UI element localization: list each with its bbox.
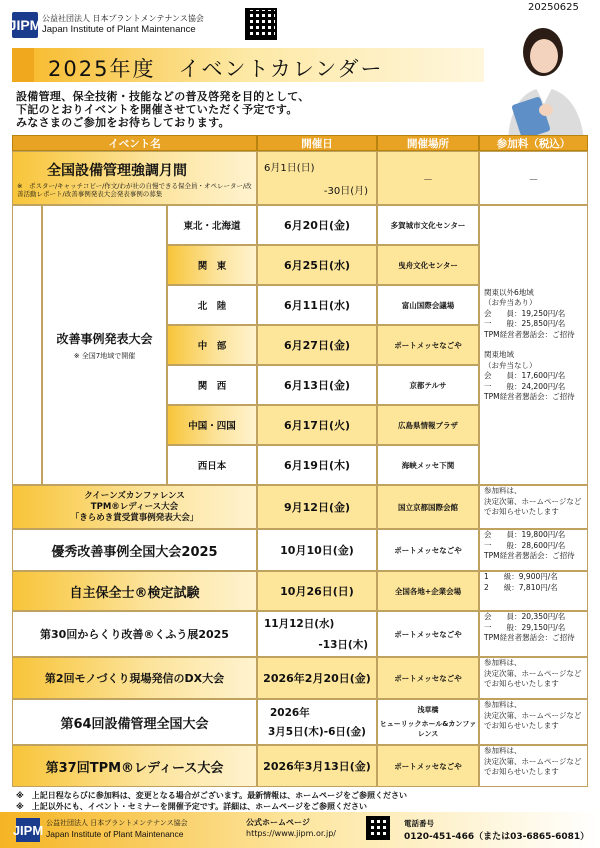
- date-hozenshi: 10月26日(日): [257, 571, 377, 611]
- venue-chubu: ポートメッセなごや: [377, 325, 479, 365]
- event-cell-kaizen: [42, 205, 167, 485]
- fee-karakuri: 会 員：20,350円/名 一 般：29,150円/名 TPM経営者懇話会：ご招待: [479, 611, 588, 657]
- venue-tohoku: 多賀城市文化センター: [377, 205, 479, 245]
- venue-hozenshi: 全国各地+企業会場: [377, 571, 479, 611]
- venue-setsubi: 浅草橋 ヒューリックホール&カンファレンス: [377, 699, 479, 745]
- fee-yushu: 会 員：19,800円/名 一 般：28,600円/名 TPM経営者懇話会：ご招待: [479, 529, 588, 571]
- fee-cell-kaizen: 関東以外6地域 （お弁当あり） 会 員：19,250円/名 一 般：25,850円/名 TPM経営者懇話会：ご招待 関東地域 （お弁当なし） 会 員：17,600円/名 一 般：24,200円/名 TPM経営者懇話会：ご招待: [479, 205, 588, 485]
- note-schedule-change: ※ 上記日程ならびに参加料は、変更となる場合がございます。最新情報は、ホームページをご参照ください: [16, 791, 407, 800]
- event-cell-queens: クイーンズカンファレンス TPM®レディース大会 「きらめき賞受賞事例発表大会」: [12, 485, 257, 529]
- date-kanto: 6月25日(水): [257, 245, 377, 285]
- event-cell-dx: 第2回モノづくり現場発信のDX大会: [12, 657, 257, 699]
- event-cell-karakuri: 第30回からくり改善®くふう展2025: [12, 611, 257, 657]
- date-hokuriku: 6月11日(水): [257, 285, 377, 325]
- document-date-code: 20250625: [528, 2, 579, 13]
- footer-org-en: Japan Institute of Plant Maintenance: [46, 829, 184, 839]
- event-cell-yushu: 優秀改善事例全国大会2025: [12, 529, 257, 571]
- fee-dx: 参加料は、 決定次第、ホームページなど でお知らせいたします: [479, 657, 588, 699]
- footer-jipm-logo: JIPM: [16, 818, 40, 842]
- region-kanto: 関 東: [167, 245, 257, 285]
- fee-cell-kyocho: －: [479, 151, 588, 205]
- venue-cell-kyocho: －: [377, 151, 479, 205]
- homepage-link[interactable]: https://www.jipm.or.jp/: [246, 829, 336, 838]
- phone-number[interactable]: 0120-451-466（または03-6865-6081）: [404, 832, 590, 842]
- jipm-logo: JIPM: [12, 12, 38, 38]
- date-chugoku-shikoku: 6月17日(火): [257, 405, 377, 445]
- date-kansai: 6月13日(金): [257, 365, 377, 405]
- fee-setsubi: 参加料は、 決定次第、ホームページなど でお知らせいたします: [479, 699, 588, 745]
- org-name-jp: 公益社団法人 日本プラントメンテナンス協会: [42, 14, 204, 23]
- region-chugoku-shikoku: 中国・四国: [167, 405, 257, 445]
- event-cell-hozenshi: 自主保全士®検定試験: [12, 571, 257, 611]
- venue-ladies: ポートメッセなごや: [377, 745, 479, 787]
- page-title: 2025年度 イベントカレンダー: [48, 57, 384, 81]
- note-other-events: ※ 上記以外にも、イベント・セミナーを開催予定です。詳細は、ホームページをご参照ください: [16, 802, 367, 811]
- date-yushu: 10月10日(金): [257, 529, 377, 571]
- event-note: ※ ポスター/キャッチコピー/作文/わが社の自慢できる保全員・オペレーター/改善活動レポート/改善事例発表大会発表事例の募集: [17, 182, 252, 198]
- phone-label: 電話番号: [404, 819, 434, 828]
- venue-chugoku-shikoku: 広島県情報プラザ: [377, 405, 479, 445]
- org-name-en: Japan Institute of Plant Maintenance: [42, 24, 196, 35]
- header-event-name: イベント名: [12, 135, 257, 151]
- venue-karakuri: ポートメッセなごや: [377, 611, 479, 657]
- region-chubu: 中 部: [167, 325, 257, 365]
- region-tohoku: 東北・北海道: [167, 205, 257, 245]
- fee-queens: 参加料は、 決定次第、ホームページなど でお知らせいたします: [479, 485, 588, 529]
- event-calendar-table: [12, 135, 588, 787]
- header-date: 開催日: [257, 135, 377, 151]
- date-dx: 2026年2月20日(金): [257, 657, 377, 699]
- event-name: 改善事例発表大会: [56, 331, 153, 346]
- event-date-end: -30日(月): [323, 186, 368, 197]
- businesswoman-illustration: [488, 22, 592, 140]
- venue-hokuriku: 富山国際会議場: [377, 285, 479, 325]
- venue-kansai: 京都テルサ: [377, 365, 479, 405]
- event-date-start: 6月1日(日): [264, 163, 315, 174]
- header-fee: 参加料（税込）: [479, 135, 588, 151]
- date-karakuri: 11月12日(水) -13日(木): [257, 611, 377, 657]
- date-cell-kyocho: [257, 151, 377, 205]
- event-cell-ladies: 第37回TPM®レディース大会: [12, 745, 257, 787]
- qr-code-icon[interactable]: [245, 8, 277, 40]
- fee-hozenshi: 1 級：9,900円/名 2 級：7,810円/名: [479, 571, 588, 611]
- homepage-label: 公式ホームページ: [246, 818, 310, 827]
- venue-queens: 国立京都国際会館: [377, 485, 479, 529]
- venue-yushu: ポートメッセなごや: [377, 529, 479, 571]
- footer-org-jp: 公益社団法人 日本プラントメンテナンス協会: [46, 819, 188, 827]
- date-queens: 9月12日(金): [257, 485, 377, 529]
- header-venue: 開催場所: [377, 135, 479, 151]
- region-kansai: 関 西: [167, 365, 257, 405]
- date-ladies: 2026年3月13日(金): [257, 745, 377, 787]
- fee-ladies: 参加料は、 決定次第、ホームページなど でお知らせいたします: [479, 745, 588, 787]
- event-note: ※ 全国7地域で開催: [73, 351, 136, 360]
- event-name: 全国設備管理強調月間: [47, 163, 187, 179]
- footer-qr-code-icon[interactable]: [366, 816, 390, 840]
- venue-kanto: 曳舟文化センター: [377, 245, 479, 285]
- venue-nishinihon: 海峡メッセ下関: [377, 445, 479, 485]
- event-cell-kyocho: [12, 151, 257, 205]
- region-hokuriku: 北 陸: [167, 285, 257, 325]
- date-nishinihon: 6月19日(木): [257, 445, 377, 485]
- date-tohoku: 6月20日(金): [257, 205, 377, 245]
- date-chubu: 6月27日(金): [257, 325, 377, 365]
- kaizen-left-spacer: [12, 205, 42, 485]
- date-setsubi: 2026年 3月5日(木)-6日(金): [257, 699, 377, 745]
- intro-text: 設備管理、保全技術・技能などの普及啓発を目的として、 下記のとおりイベントを開催させていただく予定です。 みなさまのご参加をお待ちしております。: [16, 90, 310, 129]
- region-nishinihon: 西日本: [167, 445, 257, 485]
- venue-dx: ポートメッセなごや: [377, 657, 479, 699]
- event-cell-setsubi: 第64回設備管理全国大会: [12, 699, 257, 745]
